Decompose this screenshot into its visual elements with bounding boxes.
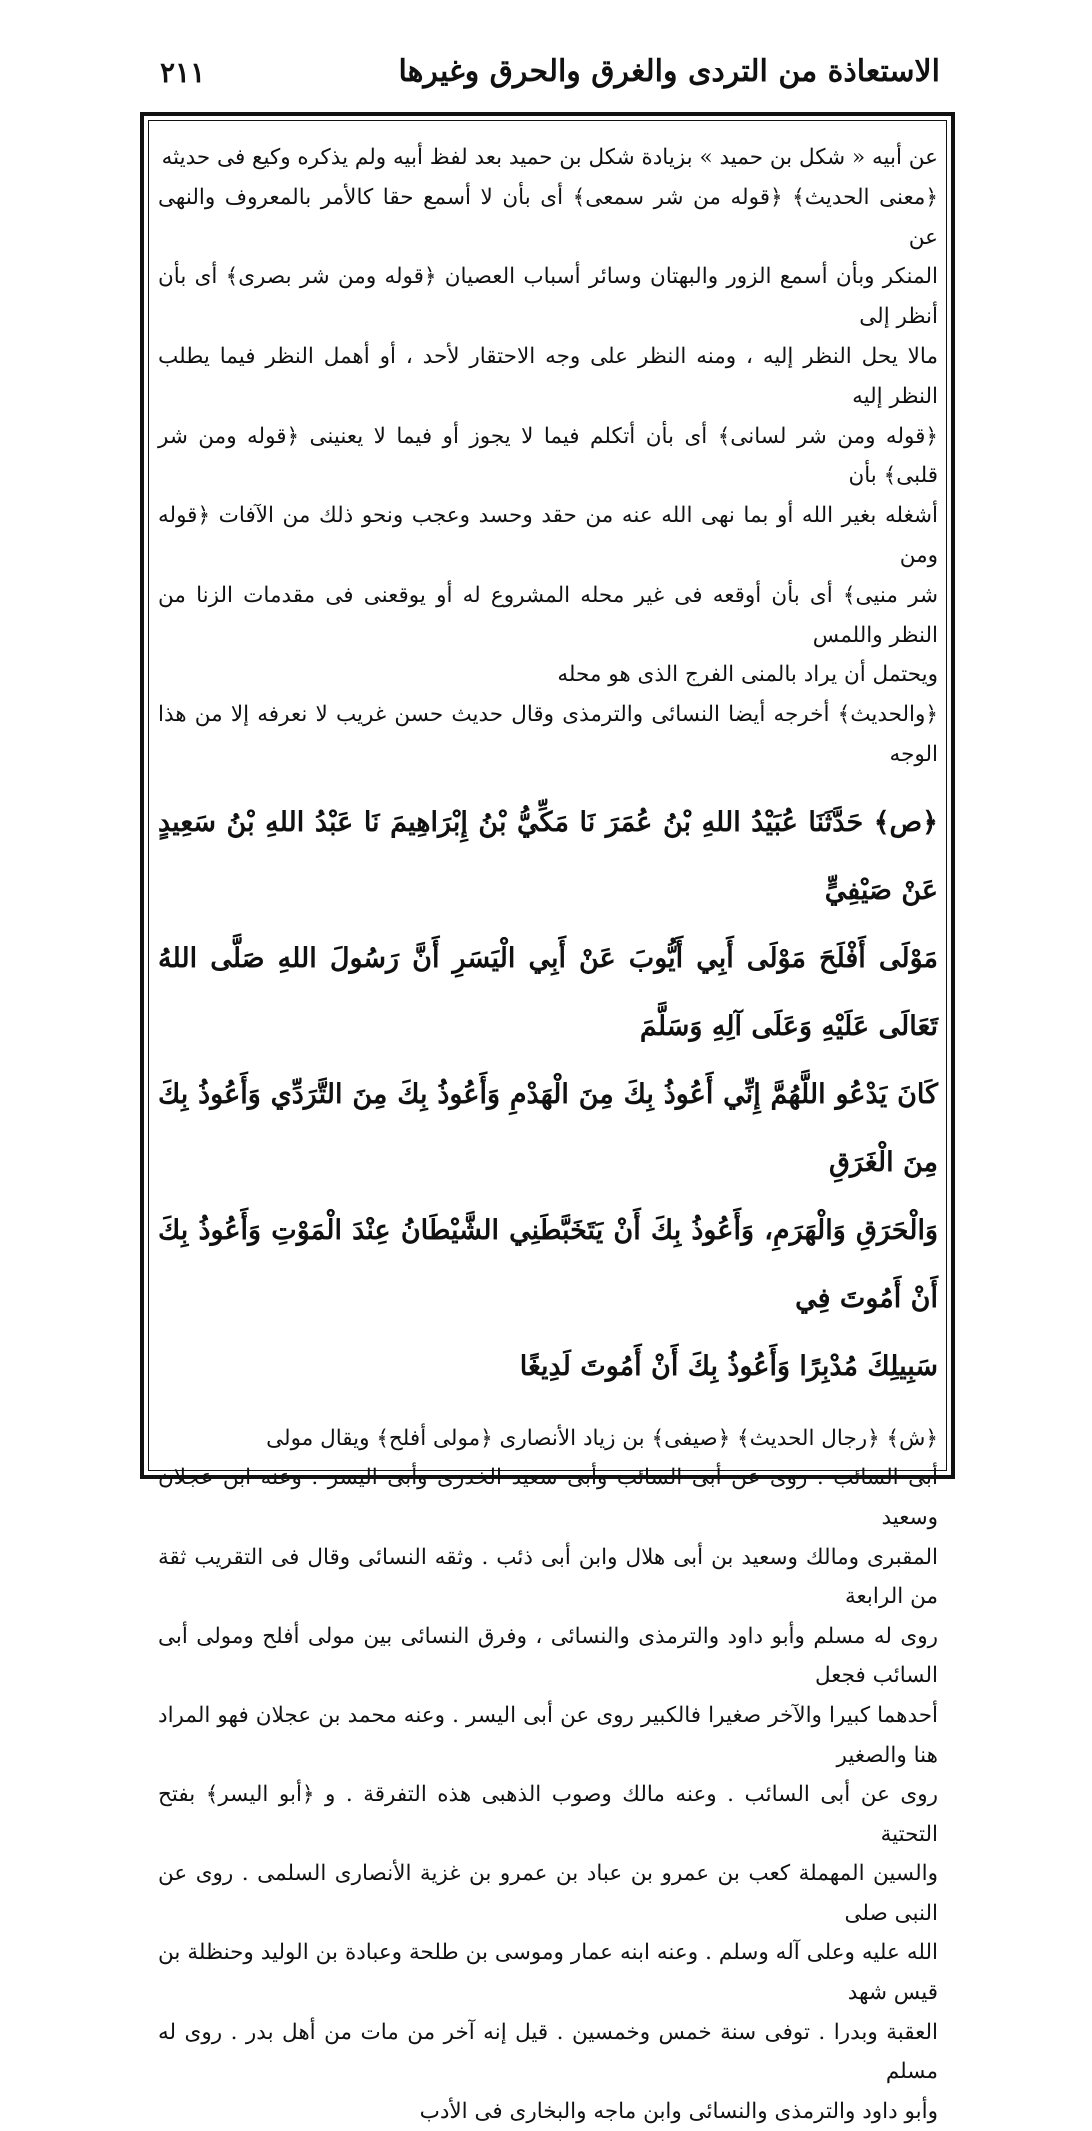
commentary-section [158, 138, 938, 775]
commentary-line: ﴿معنى الحديث﴾ ﴿قوله من شر سمعى﴾ أى بأن لا أسمع حقا كالأمر بالمعروف والنهى عن [158, 184, 938, 250]
narrators-line: العقبة وبدرا . توفى سنة خمس وخمسين . قيل إنه آخر من مات من أهل بدر . روى له مسلم [158, 2019, 938, 2085]
narrators-line: الله عليه وعلى آله وسلم . وعنه ابنه عمار وموسى بن طلحة وعبادة بن الوليد وحنظلة بن قيس شهد [158, 1940, 938, 2006]
narrators-section [158, 1419, 938, 2131]
hadith-line: وَالْحَرَقِ وَالْهَرَمِ، وَأَعُوذُ بِكَ أَنْ يَتَخَبَّطَنِي الشَّيْطَانُ عِنْدَ الْمَوْتِ وَأَعُوذُ بِكَ أَنْ أَمُوتَ فِي [158, 1214, 938, 1314]
page-number: ٢١١ [160, 56, 206, 89]
page-body [158, 138, 938, 2124]
narrators-line: المقبرى ومالك وسعيد بن أبى هلال وابن أبى ذئب . وثقه النسائى وقال فى التقريب ثقة من الرابعة [158, 1544, 938, 1610]
hadith-line: ﴿ص﴾ حَدَّثَنَا عُبَيْدُ اللهِ بْنُ عُمَرَ نَا مَكِّيُّ بْنُ إِبْرَاهِيمَ نَا عَبْدُ اللهِ بْنُ سَعِيدٍ عَنْ صَيْفِيٍّ [158, 806, 938, 906]
commentary-line: ﴿قوله ومن شر لسانى﴾ أى بأن أتكلم فيما لا يجوز أو فيما لا يعنينى ﴿قوله ومن شر قلبى﴾ بأن [158, 423, 938, 489]
commentary-line: مالا يحل النظر إليه ، ومنه النظر على وجه الاحتقار لأحد ، أو أهمل النظر فيما يطلب النظر إليه [158, 343, 938, 409]
hadith-line: مَوْلَى أَفْلَحَ مَوْلَى أَبِي أَيُّوبَ عَنْ أَبِي الْيَسَرِ أَنَّ رَسُولَ اللهِ صَلَّى اللهُ تَعَالَى عَلَيْهِ وَعَلَى آلِهِ وَسَلَّمَ [158, 942, 938, 1042]
commentary-line: ﴿والحديث﴾ أخرجه أيضا النسائى والترمذى وقال حديث حسن غريب لا نعرفه إلا من هذا الوجه [158, 702, 938, 767]
commentary-line: المنكر وبأن أسمع الزور والبهتان وسائر أسباب العصيان ﴿قوله ومن شر بصرى﴾ أى بأن أنظر إلى [158, 264, 938, 330]
hadith-line: سَبِيلِكَ مُدْبِرًا وَأَعُوذُ بِكَ أَنْ أَمُوتَ لَدِيغًا [519, 1350, 938, 1382]
commentary-line: ويحتمل أن يراد بالمنى الفرج الذى هو محله [557, 662, 938, 688]
narrators-line: ﴿ش﴾ ﴿رجال الحديث﴾ ﴿صيفى﴾ بن زياد الأنصارى ﴿مولى أفلح﴾ ويقال مولى [266, 1425, 938, 1451]
hadith-line: كَانَ يَدْعُو اللَّهُمَّ إِنِّي أَعُوذُ بِكَ مِنَ الْهَدْمِ وَأَعُوذُ بِكَ مِنَ التَّرَدِّي وَأَعُوذُ بِكَ مِنَ الْغَرَقِ [158, 1078, 938, 1178]
narrators-line: وأبو داود والترمذى والنسائى وابن ماجه والبخارى فى الأدب [419, 2098, 938, 2124]
commentary-line: أشغله بغير الله أو بما نهى الله عنه من حقد وحسد وعجب ونحو ذلك من الآفات ﴿قوله ومن [158, 503, 938, 568]
narrators-line: أبى السائب . روى عن أبى السائب وأبى سعيد الخدرى وأبى اليسر . وعنه ابن عجلان وسعيد [158, 1465, 938, 1530]
narrators-line: أحدهما كبيرا والآخر صغيرا فالكبير روى عن أبى اليسر . وعنه محمد بن عجلان فهو المراد هنا والصغير [158, 1702, 938, 1768]
commentary-line: شر منيى﴾ أى بأن أوقعه فى غير محله المشروع له أو يوقعنى فى مقدمات الزنا من النظر واللمس [158, 582, 938, 648]
narrators-line: روى عن أبى السائب . وعنه مالك وصوب الذهبى هذه التفرقة . و ﴿أبو اليسر﴾ بفتح التحتية [158, 1782, 938, 1847]
narrators-line: روى له مسلم وأبو داود والترمذى والنسائى ، وفرق النسائى بين مولى أفلح ومولى أبى السائب فجعل [158, 1623, 938, 1689]
page-header [150, 50, 940, 100]
running-title: الاستعاذة من التردى والغرق والحرق وغيرها [398, 54, 940, 89]
commentary-line: عن أبيه « شكل بن حميد » بزيادة شكل بن حميد بعد لفظ أبيه ولم يذكره وكيع فى حديثه [161, 145, 938, 170]
narrators-line: والسين المهملة كعب بن عمرو بن عباد بن عمرو بن غزية الأنصارى السلمى . روى عن النبى صلى [158, 1861, 938, 1926]
hadith-text [158, 789, 938, 1401]
